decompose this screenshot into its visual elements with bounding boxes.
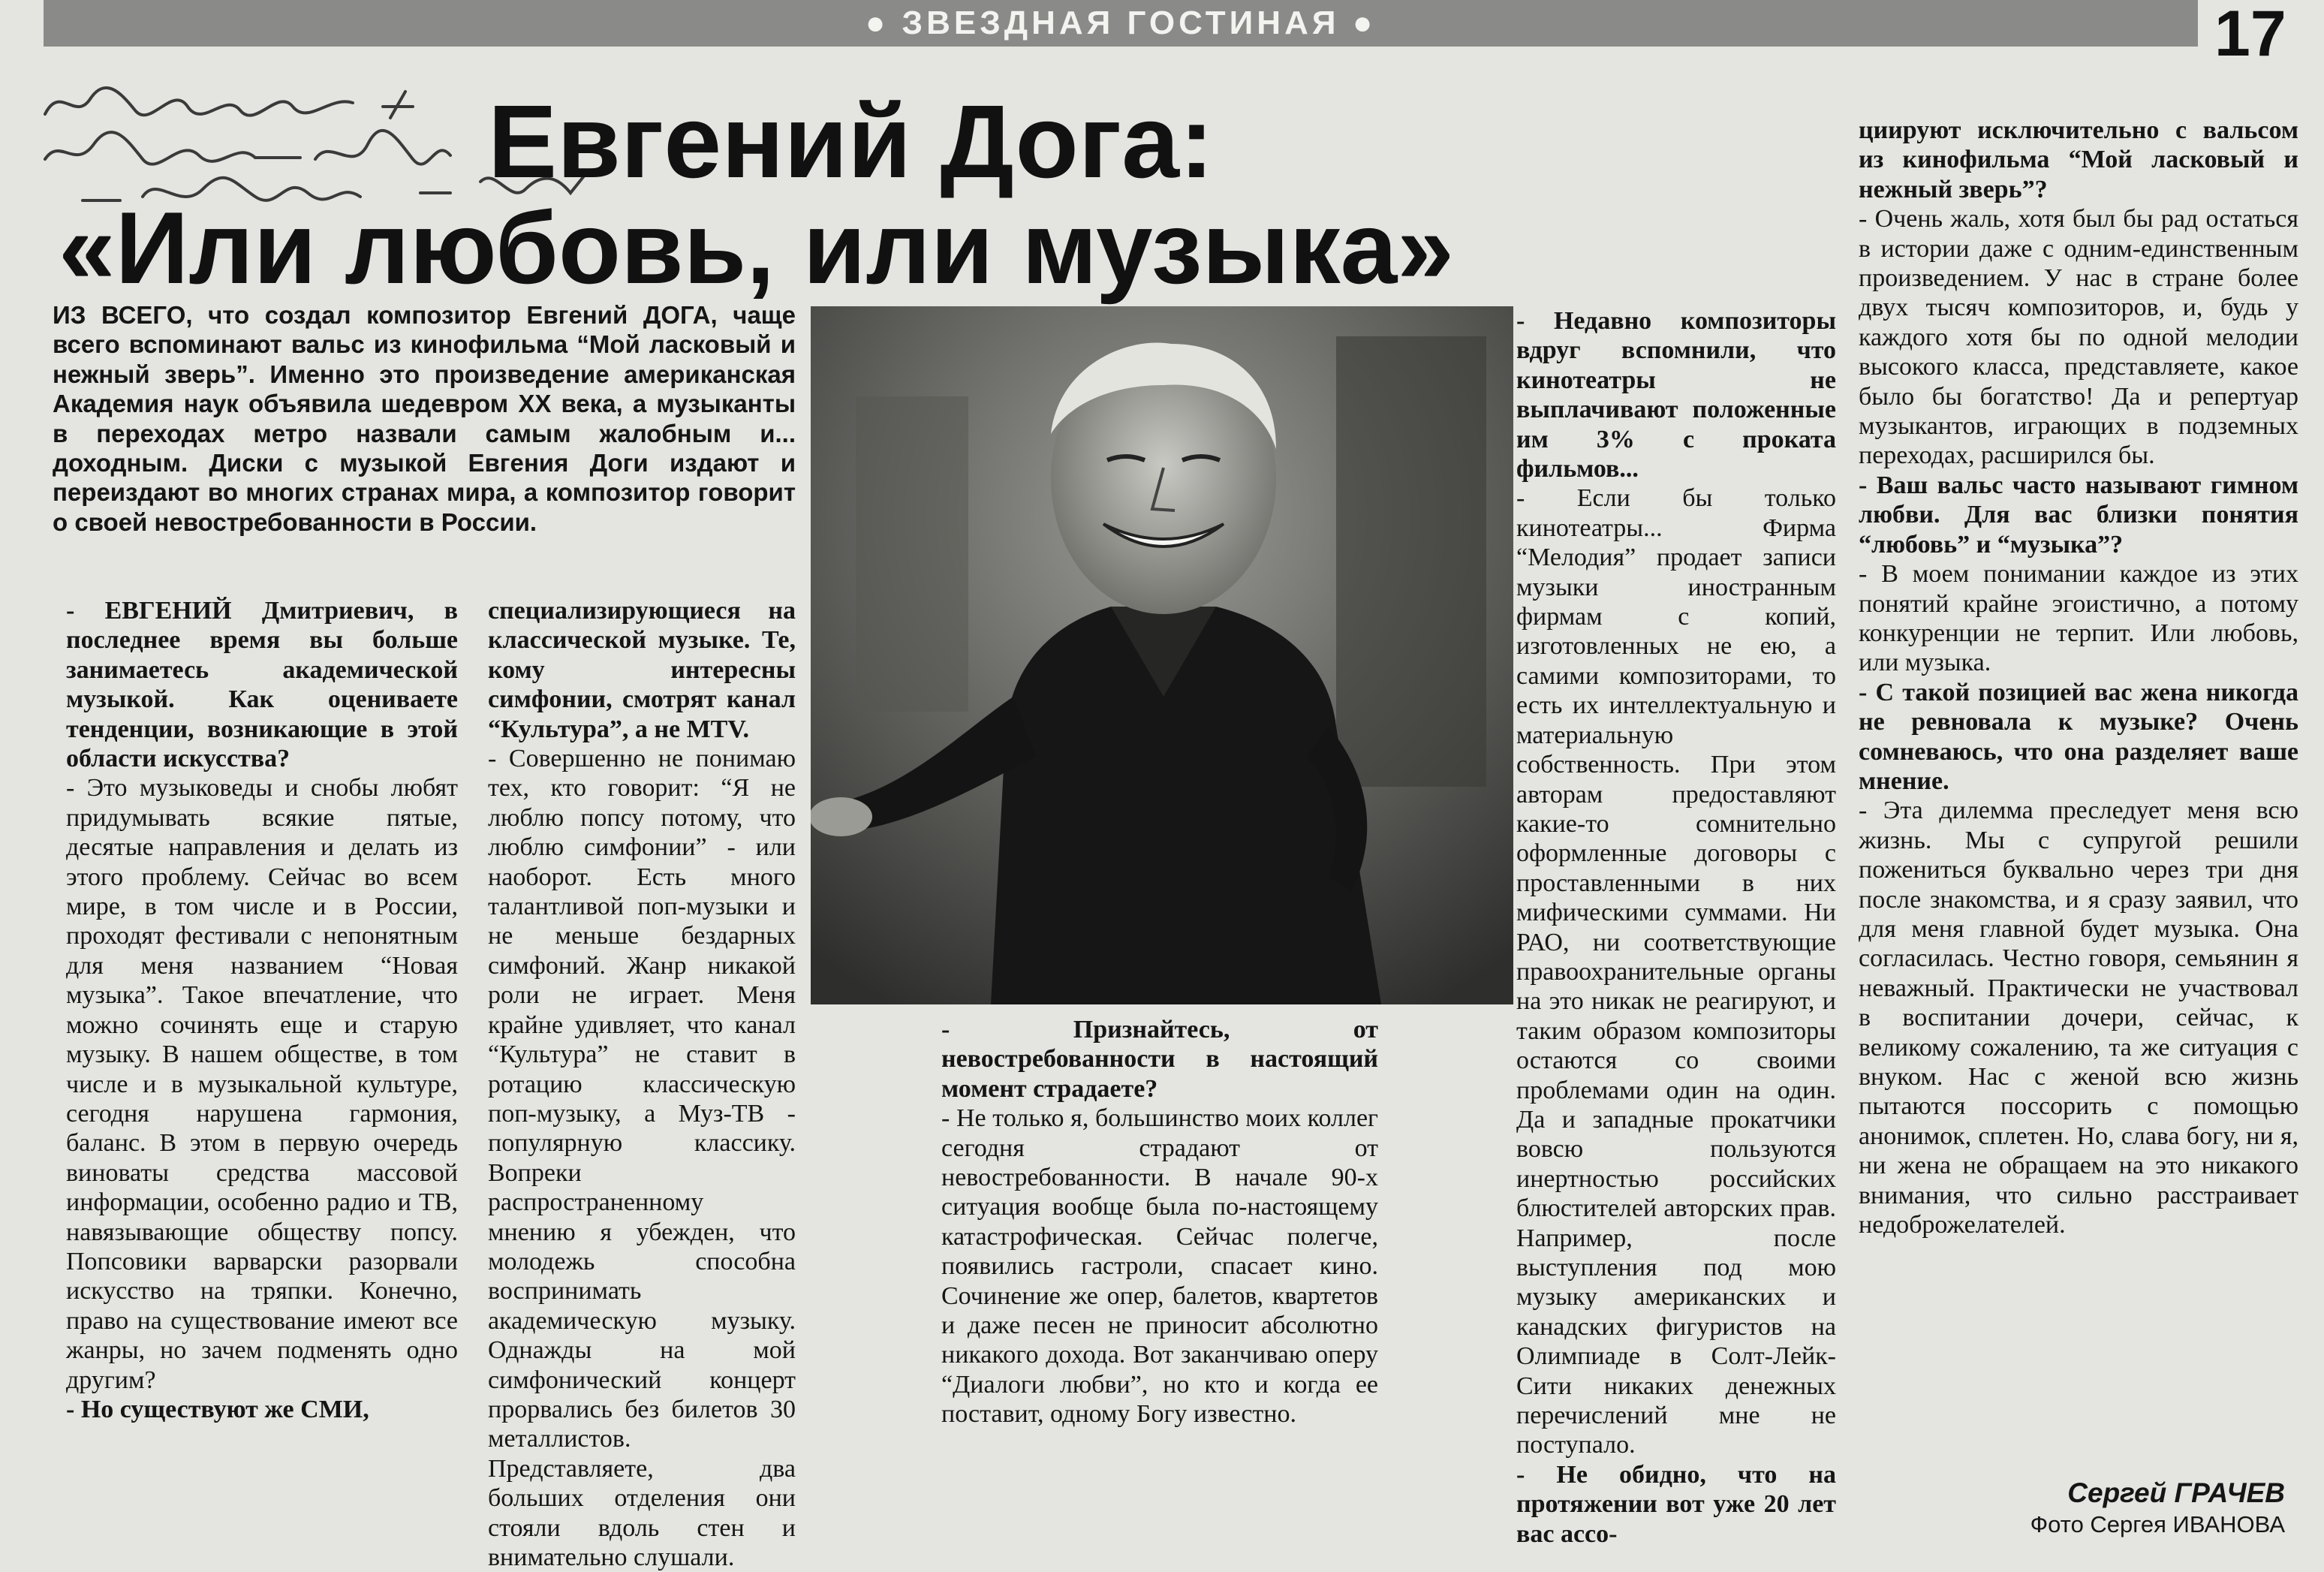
interview-question: - Признайтесь, от невостребованности в настоящий момент страдаете? — [941, 1016, 1378, 1103]
interview-question: - Недавно композиторы вдруг вспомнили, что кинотеатры не выплачивают положенные им 3% с проката фильмов... — [1516, 307, 1836, 483]
photo-credit: Фото Сергея ИВАНОВА — [2030, 1511, 2285, 1537]
section-banner — [44, 0, 2198, 47]
article-column-2 — [488, 596, 796, 1572]
page-number: 17 — [2214, 0, 2286, 70]
interview-question: циируют исключительно с вальсом из кинофильма “Мой ласковый и нежный зверь”? — [1859, 116, 2298, 203]
article-column-4 — [1516, 306, 1836, 1549]
interview-question: - С такой позицией вас жена никогда не ревновала к музыке? Очень сомневаюсь, что она разделяет ваше мнение. — [1859, 678, 2298, 795]
article-lead: ИЗ ВСЕГО, что создал композитор Евгений ДОГА, чаще всего вспоминают вальс из кинофильма “Мой ласковый и нежный зверь”. Именно это произведение американская Академия наук объявила шедевром XX века, а музыканты в переходах метро назвали самым жалобным и... доходным. Диски с музыкой Евгения Доги издают и переиздают во многих странах мира, а композитор говорит о своей невостребованности в России. — [53, 301, 796, 536]
interview-question: - ЕВГЕНИЙ Дмитриевич, в последнее время вы больше занимаетесь академической музыкой. Как оцениваете тенденции, возникающие в этой области искусства? — [66, 597, 458, 773]
interview-answer: - Не только я, большинство моих коллег сегодня страдают от невостребованности. В начале 90-х ситуация вообще была по-настоящему катастрофическая. Сейчас полегче, появились гастроли, спасает кино. Сочинение же опер, балетов, квартетов и даже песен не приносит абсолютно никакого дохода. Вот заканчиваю оперу “Диалоги любви”, но кто и когда ее поставит, одному Богу известно. — [941, 1104, 1378, 1429]
article-column-1 — [66, 596, 458, 1424]
interview-question: - Ваш вальс часто называют гимном любви. Для вас близки понятия “любовь” и “музыка”? — [1859, 471, 2298, 559]
interview-answer: - Это музыковеды и снобы любят придумывать всякие пятые, десятые направления и делать из этого проблему. Сейчас во всем мире, в том числе и в России, проходят фестивали с непонятным для меня названием “Новая музыка”. Такое впечатление, что можно сочинять еще и старую музыку. В нашем обществе, в том числе и в музыкальной культуре, сегодня нарушена гармония, баланс. В этом в первую очередь виноваты средства массовой информации, особенно радио и ТВ, навязывающие обществу попсу. Попсовики варварски разорвали искусство на тряпки. Конечно, право на существование имеют все жанры, но зачем подменять одно другим? — [66, 774, 458, 1394]
interview-answer: - В моем понимании каждое из этих понятий крайне эгоистично, а потому конкуренции не терпит. Или любовь, или музыка. — [1859, 560, 2298, 677]
article-column-5 — [1859, 116, 2298, 1239]
interview-answer: - Если бы только кинотеатры... Фирма “Мелодия” продает записи музыки иностранным фирмам с копий, изготовленных не ею, а самими композиторами, то есть их интеллектуальную и материальную собственность. При этом авторам предоставляют какие-то сомнительно оформленные договоры с проставленными в них мифическими суммами. Ни РАО, ни соответствующие правоохранительные органы на это никак не реагируют, и таким образом композиторы остаются со своими проблемами один на один. Да и западные прокатчики вовсю пользуются инертностью российских блюстителей авторских прав. Например, после выступления под мою музыку американских и канадских фигуристов на Олимпиаде в Солт-Лейк-Сити никаких денежных перечислений мне не поступало. — [1516, 484, 1836, 1459]
author-byline: Сергей ГРАЧЕВ — [2067, 1477, 2285, 1508]
interview-answer: - Совершенно не понимаю тех, кто говорит: “Я не люблю попсу потому, что люблю симфонии” - или наоборот. Есть много талантливой поп-музыки и не меньше бездарных симфоний. Жанр никакой роли не играет. Меня крайне удивляет, что канал “Культура” не ставит в ротацию классическую поп-музыку, а Муз-ТВ - популярную классику. Вопреки распространенному мнению я убежден, что молодежь способна воспринимать академическую музыку. Однажды на мой симфонический концерт прорвались без билетов 30 металлистов. Представляете, два больших отделения они стояли вдоль стен и внимательно слушали. — [488, 745, 796, 1571]
composer-photo — [811, 306, 1513, 1004]
section-title: ● ЗВЕЗДНАЯ ГОСТИНАЯ ● — [865, 5, 1377, 41]
interview-answer: - Эта дилемма преследует меня всю жизнь. Мы с супругой решили пожениться буквально через три дня после знакомства, и я сразу заявил, что для меня главной будет музыка. Она согласилась. Честно говоря, семьянин я неважный. Практически не участвовал в воспитании дочери, сейчас, к великому сожалению, та же ситуация с внуком. Нас с женой всю жизнь пытаются поссорить с помощью анонимок, сплетен. Но, слава богу, ни я, ни жена не обращаем на это никакого внимания, что сильно расстраивает недоброжелателей. — [1859, 797, 2298, 1239]
interview-answer: - Очень жаль, хотя был бы рад остаться в истории даже с одним-единственным произведением. У нас в стране более двух тысяч композиторов, и, будь у каждого хотя бы по одной мелодии высокого класса, представляете, какое было бы богатство! Да и репертуар музыкантов, играющих в подземных переходах, расширился бы. — [1859, 205, 2298, 470]
interview-question: - Но существуют же СМИ, — [66, 1395, 369, 1423]
article-column-3 — [941, 1015, 1378, 1429]
interview-question: специализирующиеся на классической музыке. Те, кому интересны симфонии, смотрят канал “Культура”, а не MTV. — [488, 597, 796, 743]
headline-line-1: Евгений Дога: — [488, 84, 1214, 200]
interview-question: - Не обидно, что на протяжении вот уже 20 лет вас ассо- — [1516, 1460, 1836, 1548]
headline-line-2: «Или любовь, или музыка» — [59, 191, 1454, 305]
